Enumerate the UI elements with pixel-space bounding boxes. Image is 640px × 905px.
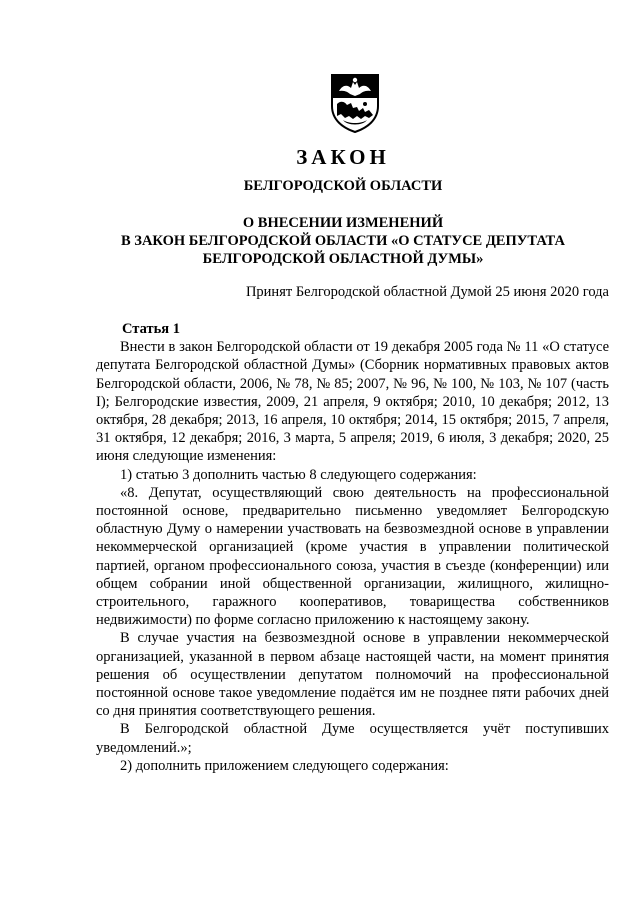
law-body: [96, 320, 609, 775]
paragraph: В случае участия на безвозмездной основе в управлении некоммерческой организацией, указанной в первом абзаце настоящей части, на момент принятия решения об осуществлении депутатом полномочий на профессиональной постоянной основе такое уведомление подаётся им не позднее пяти рабочих дней со дня принятия соответствующего решения.: [96, 630, 609, 720]
article-title: Статья 1: [122, 321, 180, 337]
law-subtitle-line-2: В ЗАКОН БЕЛГОРОДСКОЙ ОБЛАСТИ «О СТАТУСЕ ДЕПУТАТА: [121, 233, 565, 249]
law-heading: ЗАКОН: [296, 145, 390, 169]
belgorod-coat-of-arms-icon: [329, 72, 381, 134]
paragraph: 1) статью 3 дополнить частью 8 следующего содержания:: [120, 466, 477, 483]
region-heading: БЕЛГОРОДСКОЙ ОБЛАСТИ: [243, 178, 443, 194]
law-subtitle-line-3: БЕЛГОРОДСКОЙ ОБЛАСТНОЙ ДУМЫ»: [202, 251, 484, 267]
paragraph: Внести в закон Белгородской области от 19 декабря 2005 года № 11 «О статусе депутата Белгородской областной Думы» (Сборник нормативных правовых актов Белгородской области, 2006, № 78, № 85; 2007, № 96, № 100, № 103, № 107 (часть I); Белгородские известия, 2009, 21 апреля, 9 октября; 2010, 10 декабря; 2012, 13 октября, 28 декабря; 2013, 16 апреля, 10 октября; 2014, 15 октября; 2015, 7 апреля, 31 октября, 12 декабря; 2016, 3 марта, 5 апреля; 2019, 6 июля, 3 декабря; 2020, 25 июня следующие изменения:: [96, 339, 609, 465]
paragraph: В Белгородской областной Думе осуществляется учёт поступивших уведомлений.»;: [96, 721, 609, 756]
paragraph: 2) дополнить приложением следующего содержания:: [120, 757, 449, 774]
paragraph: «8. Депутат, осуществляющий свою деятельность на профессиональной постоянной основе, предварительно письменно уведомляет Белгородскую областную Думу о намерении участвовать на безвозмездной основе в управлении некоммерческой организацией (кроме участия в управлении политической партией, органом профессионального союза, участия в съезде (конференции) или общем собрании иной общественной организации, жилищного, жилищно-строительного, гаражного кооперативов, товарищества собственников недвижимости) по форме согласно приложению к настоящему закону.: [96, 484, 609, 629]
law-subtitle-line-1: О ВНЕСЕНИИ ИЗМЕНЕНИЙ: [242, 215, 444, 231]
adoption-note: Принят Белгородской областной Думой 25 июня 2020 года: [245, 284, 609, 300]
